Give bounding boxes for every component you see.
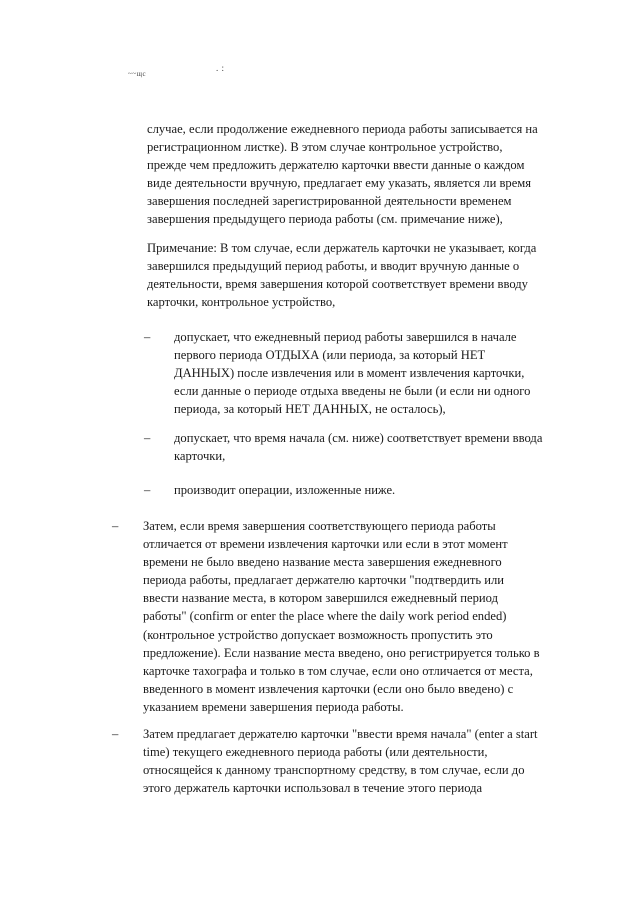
- text-line: отличается от времени извлечения карточки или если в этот момент: [143, 537, 508, 552]
- text-line: Затем, если время завершения соответствующего периода работы: [143, 519, 496, 533]
- text-line: времени не было введено название места завершения ежедневного: [143, 555, 502, 570]
- text-line: time) текущего ежедневного периода работы (или деятельности,: [143, 745, 488, 760]
- scan-mark: ~~щс: [128, 70, 147, 78]
- list-item: [174, 429, 542, 465]
- text-line: периода, за который НЕТ ДАННЫХ, не осталось),: [174, 402, 446, 417]
- text-line: предложение). Если название места введено, оно регистрируется только в: [143, 645, 540, 660]
- text-line: ввести название места, в котором завершился ежедневный период: [143, 591, 499, 606]
- text-line: работы" (confirm or enter the place where the daily work period ended): [143, 609, 507, 624]
- text-line: периода работы, предлагает держателю карточки "подтвердить или: [143, 573, 504, 588]
- text-line: карточки,: [174, 449, 226, 464]
- list-item: [174, 481, 395, 499]
- text-line: виде деятельности вручную, предлагает ему указать, является ли время: [147, 176, 532, 191]
- text-line: Затем предлагает держателю карточки "ввести время начала" (enter a start: [143, 727, 538, 741]
- text-line: относящейся к данному транспортному средству, в том случае, если до: [143, 763, 525, 778]
- text-line: завершения предыдущего периода работы (см. примечание ниже),: [147, 212, 503, 227]
- text-line: карточки, контрольное устройство,: [147, 295, 336, 310]
- list-dash: –: [144, 483, 151, 497]
- list-dash: –: [144, 431, 151, 445]
- list-dash: –: [144, 330, 151, 344]
- text-line: (контрольное устройство допускает возможность пропустить это: [143, 627, 493, 642]
- text-line: этого держатель карточки использовал в течение этого периода: [143, 781, 483, 796]
- list-dash: –: [112, 727, 119, 741]
- text-line: указанием времени завершения периода работы.: [143, 699, 404, 714]
- text-line: допускает, что время начала (см. ниже) соответствует времени ввода: [174, 431, 543, 445]
- list-item: [143, 725, 538, 797]
- list-item: [143, 517, 540, 716]
- list-item: [174, 328, 530, 418]
- text-line: допускает, что ежедневный период работы завершился в начале: [174, 330, 517, 344]
- text-line: введенного в момент извлечения карточки (если оно было введено) с: [143, 681, 514, 696]
- text-line: случае, если продолжение ежедневного периода работы записывается на: [147, 122, 538, 136]
- list-dash: –: [112, 519, 119, 533]
- text-line: ДАННЫХ) после извлечения или в момент извлечения карточки,: [174, 366, 525, 381]
- scan-mark: . :: [216, 63, 225, 73]
- text-line: прежде чем предложить держателю карточки ввести данные о каждом: [147, 158, 525, 173]
- text-line: производит операции, изложенные ниже.: [174, 483, 396, 497]
- text-line: завершился предыдущий период работы, и вводит вручную данные о: [147, 259, 520, 274]
- text-line: Примечание: В том случае, если держатель карточки не указывает, когда: [147, 241, 537, 255]
- text-line: если данные о периоде отдыха введены не были (и если ни одного: [174, 384, 531, 399]
- note-paragraph: [147, 239, 536, 311]
- text-line: регистрационном листке). В этом случае контрольное устройство,: [147, 140, 503, 155]
- text-line: деятельности, время завершения которой соответствует времени вводу: [147, 277, 528, 292]
- text-line: завершения последней зарегистрированной деятельности временем: [147, 194, 512, 209]
- intro-paragraph: [147, 120, 538, 229]
- text-line: карточке тахографа и только в том случае, если оно отличается от места,: [143, 663, 533, 678]
- text-line: первого периода ОТДЫХА (или периода, за который НЕТ: [174, 348, 486, 363]
